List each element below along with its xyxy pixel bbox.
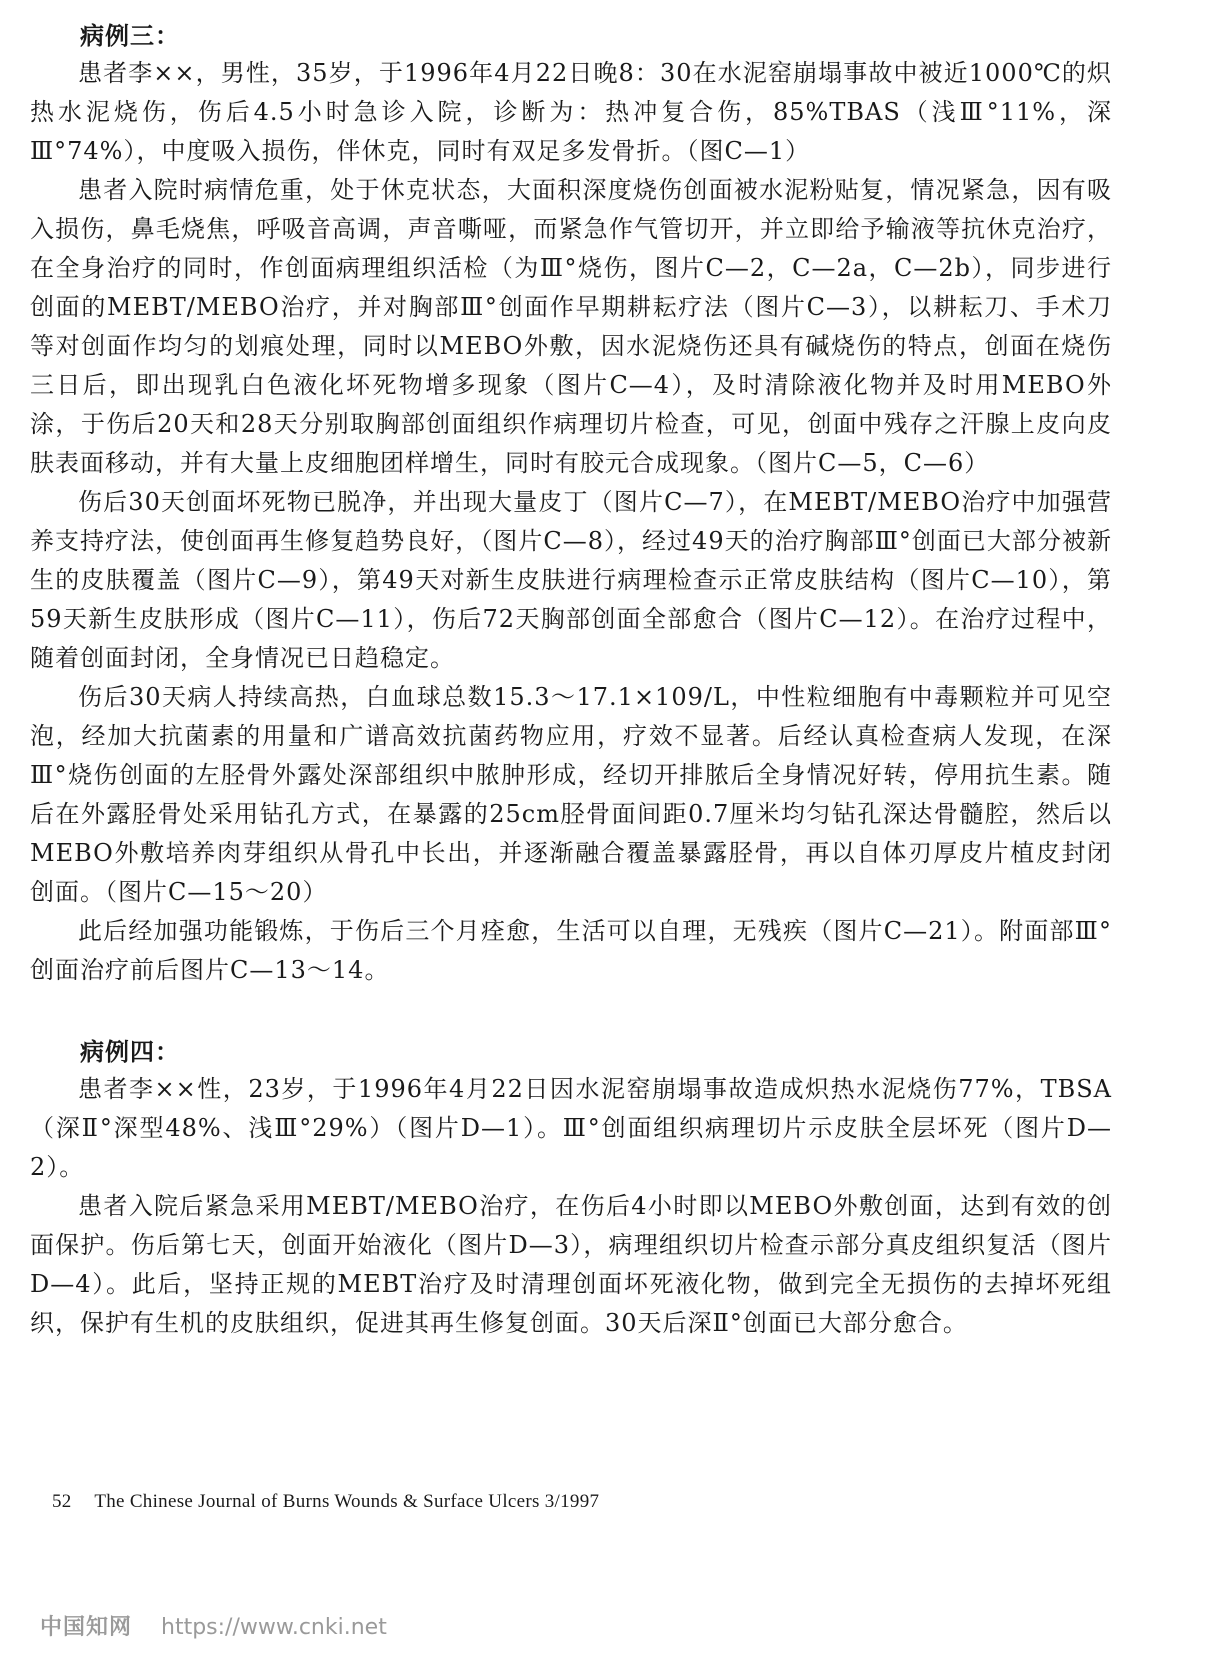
case-three-heading: 病例三： xyxy=(80,22,180,50)
watermark-url: https://www.cnki.net xyxy=(161,1615,387,1640)
case-three-paragraph-4: 伤后30天病人持续高热，白血球总数15.3～17.1×109/L，中性粒细胞有中毒颗粒并可见空泡，经加大抗菌素的用量和广谱高效抗菌药物应用，疗效不显著。后经认真检查病人发现，在深Ⅲ°烧伤创面的左胫骨外露处深部组织中脓肿形成，经切开排脓后全身情况好转，停用抗生素。随后在外露胫骨处采用钻孔方式，在暴露的25cm胫骨面间距0.7厘米均匀钻孔深达骨髓腔，然后以MEBO外敷培养肉芽组织从骨孔中长出，并逐渐融合覆盖暴露胫骨，再以自体刃厚皮片植皮封闭创面。（图片C—15～20） xyxy=(30,683,1112,906)
case-three-paragraph-1: 患者李××，男性，35岁，于1996年4月22日晚8：30在水泥窑崩塌事故中被近1000℃的炽热水泥烧伤，伤后4.5小时急诊入院，诊断为：热冲复合伤，85%TBAS（浅Ⅲ°11%，深Ⅲ°74%），中度吸入损伤，伴休克，同时有双足多发骨折。（图C—1） xyxy=(30,59,1112,165)
case-three-paragraph-2: 患者入院时病情危重，处于休克状态，大面积深度烧伤创面被水泥粉贴复，情况紧急，因有吸入损伤，鼻毛烧焦，呼吸音高调，声音嘶哑，而紧急作气管切开，并立即给予输液等抗休克治疗，在全身治疗的同时，作创面病理组织活检（为Ⅲ°烧伤，图片C—2，C—2a，C—2b），同步进行创面的MEBT/MEBO治疗，并对胸部Ⅲ°创面作早期耕耘疗法（图片C—3），以耕耘刀、手术刀等对创面作均匀的划痕处理，同时以MEBO外敷，因水泥烧伤还具有碱烧伤的特点，创面在烧伤三日后，即出现乳白色液化坏死物增多现象（图片C—4），及时清除液化物并及时用MEBO外涂，于伤后20天和28天分别取胸部创面组织作病理切片检查，可见，创面中残存之汗腺上皮向皮肤表面移动，并有大量上皮细胞团样增生，同时有胶元合成现象。（图片C—5，C—6） xyxy=(30,176,1112,477)
page-footer xyxy=(52,1490,599,1514)
journal-title: The Chinese Journal of Burns Wounds & Surface Ulcers 3/1997 xyxy=(94,1491,600,1512)
case-four-section xyxy=(30,1038,1112,1343)
cnki-watermark xyxy=(40,1614,387,1642)
case-three-paragraph-3: 伤后30天创面坏死物已脱净，并出现大量皮丁（图片C—7），在MEBT/MEBO治疗中加强营养支持疗法，使创面再生修复趋势良好，（图片C—8），经过49天的治疗胸部Ⅲ°创面已大部分被新生的皮肤覆盖（图片C—9），第49天对新生皮肤进行病理检查示正常皮肤结构（图片C—10），第59天新生皮肤形成（图片C—11），伤后72天胸部创面全部愈合（图片C—12）。在治疗过程中，随着创面封闭，全身情况已日趋稳定。 xyxy=(30,488,1112,672)
page-number: 52 xyxy=(52,1491,72,1512)
case-three-section xyxy=(30,22,1112,990)
case-four-heading: 病例四： xyxy=(80,1038,180,1066)
case-four-paragraph-1: 患者李××性，23岁，于1996年4月22日因水泥窑崩塌事故造成炽热水泥烧伤77%，TBSA（深Ⅱ°深型48%、浅Ⅲ°29%）（图片D—1）。Ⅲ°创面组织病理切片示皮肤全层坏死（图片D—2）。 xyxy=(30,1075,1112,1181)
case-four-paragraph-2: 患者入院后紧急采用MEBT/MEBO治疗，在伤后4小时即以MEBO外敷创面，达到有效的创面保护。伤后第七天，创面开始液化（图片D—3），病理组织切片检查示部分真皮组织复活（图片D—4）。此后，坚持正规的MEBT治疗及时清理创面坏死液化物，做到完全无损伤的去掉坏死组织，保护有生机的皮肤组织，促进其再生修复创面。30天后深Ⅱ°创面已大部分愈合。 xyxy=(30,1192,1112,1337)
watermark-brand: 中国知网 xyxy=(40,1615,133,1640)
case-three-paragraph-5: 此后经加强功能锻炼，于伤后三个月痊愈，生活可以自理，无残疾（图片C—21）。附面部Ⅲ°创面治疗前后图片C—13～14。 xyxy=(30,917,1112,984)
